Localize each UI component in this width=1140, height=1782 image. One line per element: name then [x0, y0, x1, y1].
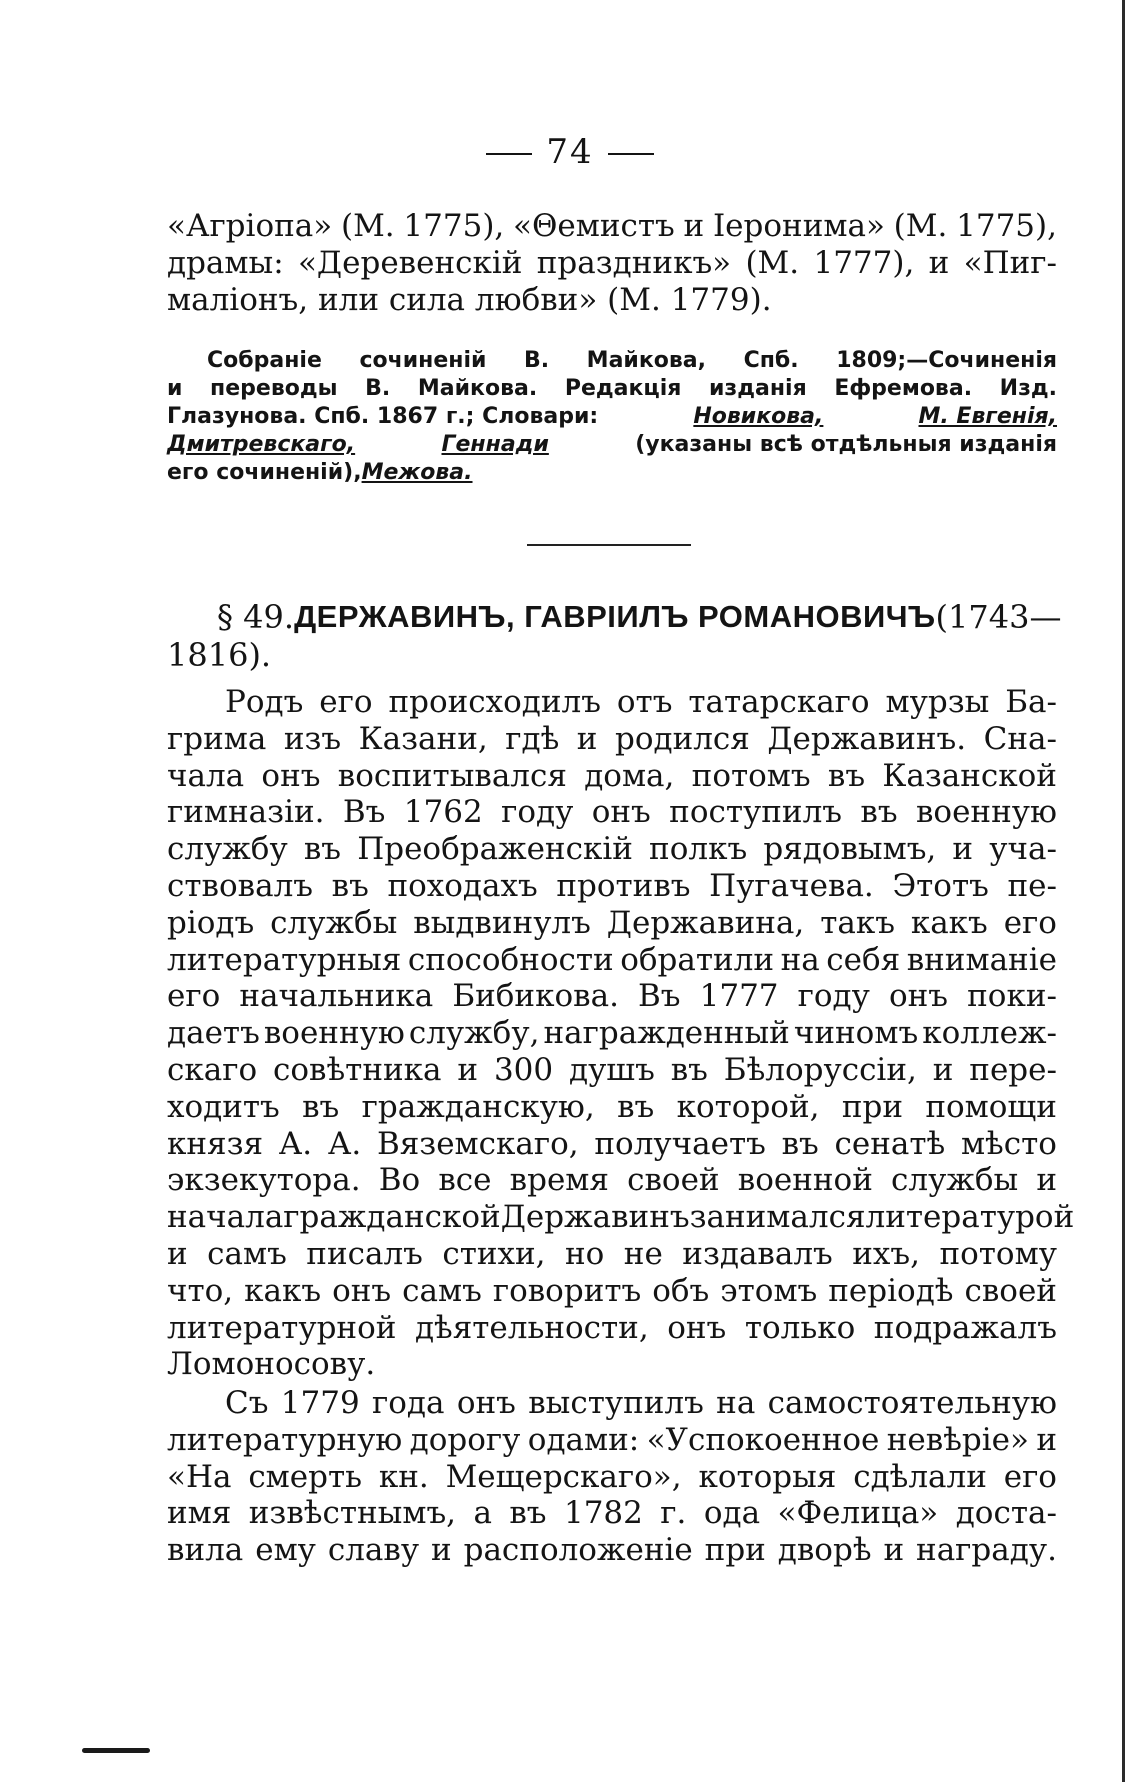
word: одами:: [527, 1421, 640, 1458]
word: получаетъ: [594, 1125, 766, 1162]
paragraph-line: [167, 1346, 1057, 1383]
heading-line: [167, 598, 1062, 636]
word: въ: [303, 831, 342, 868]
text-line: [167, 208, 1057, 245]
paragraph-line: [167, 1052, 1057, 1089]
word: объ: [652, 1272, 710, 1309]
word: Съ: [225, 1385, 269, 1421]
word: происходилъ: [388, 684, 601, 720]
word: 300: [493, 1051, 554, 1088]
word: на: [780, 941, 820, 978]
word: гимназіи.: [167, 794, 325, 831]
word: награжденный: [543, 1015, 790, 1052]
word: способности: [407, 941, 614, 978]
word: славу: [327, 1532, 420, 1569]
word: А.: [278, 1125, 313, 1162]
word: которой,: [676, 1088, 820, 1125]
word: въ: [509, 1495, 547, 1532]
word: начальника: [239, 978, 434, 1015]
word: кн.: [378, 1458, 429, 1495]
word: а: [473, 1495, 492, 1532]
word: какъ: [244, 1272, 322, 1309]
word: Во: [378, 1162, 421, 1199]
paragraph-line: [167, 1126, 1057, 1163]
word: гражданскую,: [361, 1088, 595, 1125]
word: только: [744, 1309, 856, 1346]
word: литературой: [865, 1199, 1075, 1236]
word: службу,: [408, 1015, 540, 1052]
biblio-source-name: Межова.: [361, 460, 473, 485]
word: ствовалъ: [167, 867, 313, 904]
word: Казани,: [358, 720, 488, 757]
paragraph-line: [167, 1385, 1057, 1422]
word: потому: [939, 1235, 1057, 1272]
paragraph-line: [167, 1089, 1057, 1126]
word: мурзы: [885, 684, 990, 720]
word: «Агріопа»: [167, 208, 333, 244]
word: ихъ,: [852, 1235, 920, 1272]
word: Мещерскаго»,: [445, 1458, 682, 1495]
word: писалъ: [306, 1235, 423, 1272]
word: военную: [915, 794, 1057, 831]
word: скаго: [167, 1051, 258, 1088]
word: самостоятельную: [767, 1385, 1057, 1421]
paragraph-line: [167, 1273, 1057, 1310]
word: онъ: [456, 1385, 516, 1421]
word: Изд.: [999, 376, 1057, 401]
word: года: [372, 1385, 445, 1421]
word: уча-: [989, 831, 1057, 868]
word: награду.: [916, 1532, 1057, 1569]
word: «Θемистъ: [513, 208, 675, 244]
word: рядовымъ,: [763, 831, 937, 868]
paragraph-line: [167, 1459, 1057, 1496]
word: этомъ: [720, 1272, 818, 1309]
word: и: [167, 376, 183, 401]
biblio-source-name: Дмитревскаго,: [167, 432, 356, 457]
word: 1809;—Сочиненія: [836, 348, 1057, 373]
biblio-source-name: М. Евгенія,: [918, 404, 1057, 429]
biblio-line: [167, 403, 1057, 431]
word: и: [932, 1051, 954, 1088]
paragraph-line: [167, 1310, 1057, 1347]
ink-mark: [82, 1748, 150, 1753]
word: помощи: [925, 1088, 1057, 1125]
biblio-line: [167, 459, 1057, 487]
word: и: [683, 208, 705, 244]
word: имя: [167, 1495, 232, 1532]
word: Майкова,: [586, 348, 706, 373]
paragraph-line: [167, 978, 1057, 1015]
word: вила: [167, 1532, 244, 1569]
word: Державина,: [606, 904, 805, 941]
word: начала: [167, 1199, 284, 1236]
bibliography-note: [167, 347, 1057, 487]
biblio-source-name: Новикова,: [693, 404, 824, 429]
word: потомъ: [691, 757, 811, 794]
word: и: [431, 1532, 452, 1569]
word: при: [841, 1088, 903, 1125]
text-line: [167, 245, 1057, 282]
word: «Деревенскій: [297, 245, 523, 281]
word: ріодъ: [167, 904, 255, 941]
word: отъ: [616, 684, 673, 720]
word: «На: [167, 1458, 232, 1495]
word: выступилъ: [528, 1385, 704, 1421]
word: родился: [614, 720, 750, 757]
word: 1762: [403, 794, 483, 831]
word: «Пиг-: [963, 245, 1057, 281]
paragraph-line: [167, 942, 1057, 979]
word: при: [704, 1532, 766, 1569]
word: самъ: [402, 1272, 482, 1309]
continuation-text: [167, 208, 1057, 319]
word: воспитывался: [337, 757, 567, 794]
word: и: [1036, 1162, 1057, 1199]
paragraph-1: [167, 684, 1075, 1383]
word: и: [576, 720, 598, 757]
paragraph-line: [167, 794, 1057, 831]
word: и: [928, 245, 950, 281]
word: службы: [891, 1162, 1019, 1199]
word: онъ: [591, 794, 651, 831]
word: Казанской: [882, 757, 1057, 794]
word: пе-: [1007, 867, 1057, 904]
word: сочиненій: [359, 348, 487, 373]
word: А.: [327, 1125, 362, 1162]
word: Сна-: [983, 720, 1057, 757]
word: его: [167, 978, 221, 1015]
word: коллеж-: [922, 1015, 1057, 1052]
word: и: [457, 1051, 479, 1088]
page-number-value: 74: [546, 132, 594, 172]
word: Собраніе: [207, 348, 322, 373]
word: Спб.: [743, 348, 799, 373]
word: его: [319, 684, 373, 720]
word: походахъ: [387, 867, 538, 904]
section-divider: [527, 544, 691, 546]
word: мѣсто: [960, 1125, 1057, 1162]
word: сдѣлали: [853, 1458, 987, 1495]
section-title: ДЕРЖАВИНЪ, ГАВРІИЛЪ РОМАНОВИЧЪ: [294, 599, 936, 634]
word: такъ: [820, 904, 895, 941]
word: своей: [627, 1162, 720, 1199]
word: говоритъ: [492, 1272, 642, 1309]
word: чиномъ: [793, 1015, 919, 1052]
word: обратили: [620, 941, 775, 978]
paragraph-line: [167, 868, 1057, 905]
word: поки-: [967, 978, 1057, 1015]
section-heading: [167, 598, 1062, 674]
word: въ: [670, 1051, 708, 1088]
word: чала: [167, 757, 245, 794]
word: періодѣ: [828, 1272, 954, 1309]
word: Въ: [638, 978, 681, 1015]
heading-line: [167, 636, 1057, 674]
word: Бибикова.: [452, 978, 619, 1015]
word: пере-: [969, 1051, 1057, 1088]
word: въ: [860, 794, 898, 831]
word: изданія: [709, 376, 807, 401]
word: г.: [660, 1495, 687, 1532]
section-years-start: (1743—: [935, 598, 1062, 636]
word: которыя: [698, 1458, 837, 1495]
word: переводы: [210, 376, 338, 401]
word: Родъ: [225, 684, 304, 720]
word: Державинъ: [500, 1199, 690, 1236]
word: гражданской: [283, 1199, 501, 1236]
word: его: [1003, 904, 1057, 941]
word: ходитъ: [167, 1088, 280, 1125]
word: онъ: [332, 1272, 392, 1309]
word: Въ: [342, 794, 386, 831]
word: въ: [331, 867, 369, 904]
word: службу: [167, 831, 288, 868]
word: грима: [167, 720, 267, 757]
word: Ефремова.: [834, 376, 973, 401]
paragraph-line: [167, 1015, 1057, 1052]
word: 1779: [280, 1385, 360, 1421]
paragraph-line: [167, 1422, 1057, 1459]
biblio-text: (указаны всѣ отдѣльныя изданія: [635, 432, 1057, 457]
word: (М.: [893, 208, 948, 244]
biblio-line: [167, 347, 1057, 375]
word: (М.: [340, 208, 395, 244]
paragraph-line: [167, 1199, 1075, 1236]
word: ему: [255, 1532, 316, 1569]
word: въ: [827, 757, 866, 794]
word: занимался: [689, 1199, 866, 1236]
word: службы: [270, 904, 398, 941]
section-years-end: 1816).: [167, 636, 272, 674]
word: Майкова.: [417, 376, 538, 401]
word: Этотъ: [892, 867, 989, 904]
word: и: [883, 1532, 905, 1569]
word: Бѣлоруссіи,: [723, 1051, 917, 1088]
word: какъ: [910, 904, 988, 941]
word: дома,: [584, 757, 675, 794]
word: литературную: [167, 1421, 403, 1458]
word: военную: [263, 1015, 405, 1052]
text-line: [167, 282, 1057, 319]
word: на: [716, 1385, 756, 1421]
line-text: Ломоносову.: [167, 1346, 376, 1383]
word: драмы:: [167, 245, 284, 281]
biblio-text: Глазунова. Спб. 1867 г.; Словари:: [167, 404, 599, 429]
word: Преображенскій: [357, 831, 633, 868]
word: невѣріе»: [886, 1421, 1029, 1458]
biblio-line: [167, 375, 1057, 403]
word: онъ: [261, 757, 321, 794]
word: выдвинулъ: [413, 904, 591, 941]
paragraph-line: [167, 758, 1057, 795]
paragraph-line: [167, 1162, 1057, 1199]
word: противъ: [556, 867, 691, 904]
word: «Фелица»: [777, 1495, 939, 1532]
word: литературной: [167, 1309, 397, 1346]
biblio-line: [167, 431, 1057, 459]
word: гдѣ: [505, 720, 560, 757]
word: смерть: [248, 1458, 363, 1495]
word: Державинъ.: [767, 720, 967, 757]
page-number: [0, 132, 1140, 172]
line-text: маліонъ, или сила любви» (М. 1779).: [167, 282, 772, 318]
paragraph-2: [167, 1385, 1057, 1569]
word: въ: [302, 1088, 340, 1125]
word: дѣятельности,: [414, 1309, 649, 1346]
word: литературныя: [167, 941, 402, 978]
word: что,: [167, 1272, 234, 1309]
word: извѣстнымъ,: [248, 1495, 457, 1532]
word: Вяземскаго,: [376, 1125, 579, 1162]
paragraph-line: [167, 831, 1057, 868]
word: онъ: [667, 1309, 727, 1346]
biblio-text: его сочиненій),: [167, 460, 362, 485]
word: подражалъ: [873, 1309, 1057, 1346]
word: себя: [826, 941, 901, 978]
page-number-dash-right: [608, 153, 654, 155]
word: доста-: [955, 1495, 1057, 1532]
word: (М.: [745, 245, 800, 281]
word: году: [797, 978, 870, 1015]
word: душъ: [568, 1051, 655, 1088]
paragraph-line: [167, 721, 1057, 758]
word: совѣтника: [273, 1051, 442, 1088]
page-edge: [1122, 0, 1125, 1782]
word: даетъ: [167, 1015, 260, 1052]
word: военной: [737, 1162, 873, 1199]
word: время: [509, 1162, 609, 1199]
word: ода: [703, 1495, 761, 1532]
word: Пугачева.: [709, 867, 874, 904]
section-number: § 49.: [217, 598, 295, 636]
word: расположеніе: [463, 1532, 693, 1569]
paragraph-line: [167, 684, 1057, 721]
paragraph-line: [167, 1532, 1057, 1569]
word: его: [1003, 1458, 1057, 1495]
word: татарскаго: [688, 684, 870, 720]
word: «Успокоенное: [646, 1421, 880, 1458]
word: самъ: [207, 1235, 287, 1272]
word: вниманіе: [906, 941, 1057, 978]
word: сенатѣ: [834, 1125, 946, 1162]
word: Іеронима»: [712, 208, 885, 244]
word: 1775),: [403, 208, 505, 244]
word: 1777: [699, 978, 779, 1015]
word: Редакція: [564, 376, 682, 401]
page-number-dash-left: [486, 153, 532, 155]
word: Ба-: [1005, 684, 1057, 720]
word: въ: [781, 1125, 819, 1162]
word: дорогу: [409, 1421, 521, 1458]
word: своей: [964, 1272, 1057, 1309]
word: 1775),: [956, 208, 1057, 244]
word: праздникъ»: [536, 245, 732, 281]
word: 1782: [563, 1495, 643, 1532]
word: и: [952, 831, 974, 868]
paragraph-line: [167, 1236, 1057, 1273]
word: и: [1036, 1421, 1057, 1458]
word: дворѣ: [777, 1532, 872, 1569]
word: не: [623, 1235, 663, 1272]
paragraph-line: [167, 905, 1057, 942]
word: издавалъ: [682, 1235, 833, 1272]
word: экзекутора.: [167, 1162, 361, 1199]
word: году: [501, 794, 574, 831]
word: въ: [617, 1088, 655, 1125]
word: В.: [523, 348, 550, 373]
word: онъ: [888, 978, 949, 1015]
word: князя: [167, 1125, 264, 1162]
paragraph-line: [167, 1495, 1057, 1532]
word: но: [565, 1235, 605, 1272]
word: полкъ: [649, 831, 748, 868]
word: стихи,: [442, 1235, 546, 1272]
word: все: [438, 1162, 492, 1199]
word: и: [167, 1235, 188, 1272]
word: 1777),: [813, 245, 915, 281]
biblio-source-name: Геннади: [441, 432, 549, 457]
word: В.: [365, 376, 391, 401]
word: изъ: [283, 720, 342, 757]
word: поступилъ: [669, 794, 842, 831]
